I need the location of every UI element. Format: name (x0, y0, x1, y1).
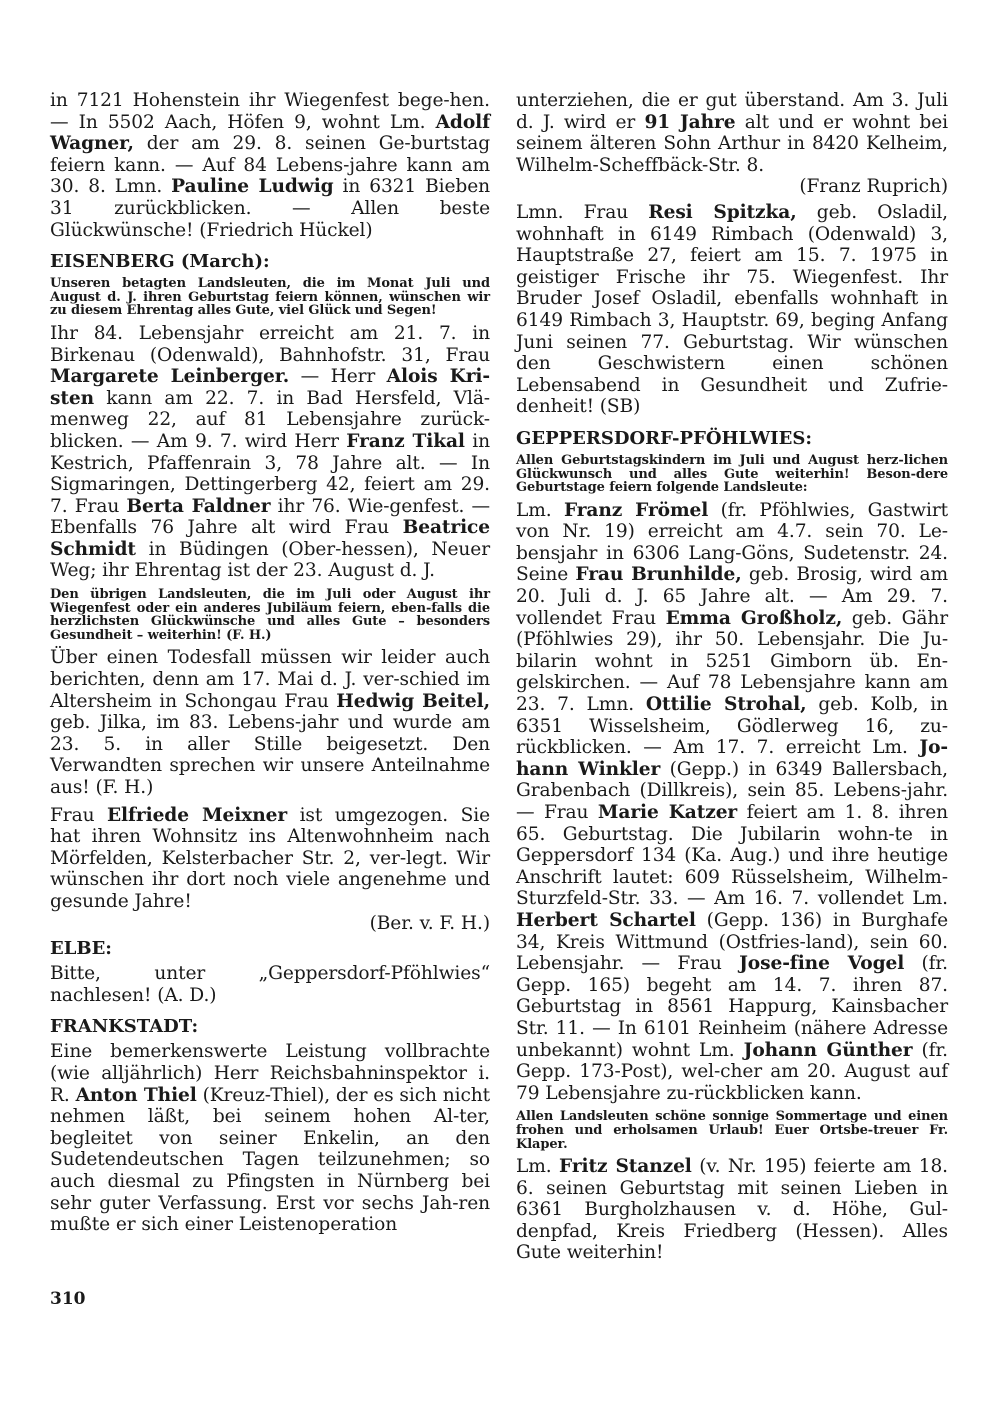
text-run: der am 29. 8. seinen Ge-burtstag feiern kann. — Auf 84 Lebens-jahre kann am 30. 8. Lmn. (50, 133, 490, 198)
bold-name: Marie Katzer (597, 802, 738, 823)
text-run: (v. Nr. 195) feierte am 18. 6. seinen Geburtstag mit seinen Lieben in 6361 Burgholzhausen v. d. Höhe, Gul-denpfad, Kreis Friedberg (Hessen). Alles Gute weiterhin! (516, 1156, 948, 1264)
bold-name: Franz Tikal (346, 430, 465, 452)
bold-name: Fritz Stanzel (559, 1156, 692, 1178)
text-run: alt und er wohnt bei seinem älteren Sohn Arthur in 8420 Kelheim, Wilhelm-Scheffbäck-Str. 8. (516, 111, 948, 176)
text-run: in Büdingen (Ober-hessen), Neuer Weg; ihr Ehrentag ist der 23. August d. J. (50, 538, 490, 582)
page-number: 310 (50, 1289, 86, 1309)
paragraph (516, 202, 948, 418)
text-run: ihr 76. Wie-genfest. — Ebenfalls 76 Jahre alt wird Frau (50, 495, 491, 539)
text-run: geb. Brosig, wird am 20. Juli d. J. 65 Jahre alt. — Am 29. 7. vollendet Frau (516, 564, 948, 629)
text-run: Lm. (516, 1156, 560, 1178)
text-run: in 6321 Bieben 31 zurückblicken. — Allen beste Glückwünsche! (Friedrich Hückel) (50, 176, 490, 241)
bold-name: Herbert Schartel (516, 909, 696, 931)
text-run: (Kreuz-Thiel), der es sich nicht nehmen läßt, bei seinem hohen Al-ter, begleitet von seiner Enkelin, an den Sudetendeutschen Tagen teilzunehmen; so auch diesmal zu Pfingsten in Nürnberg bei sehr guter Verfassung. Erst vor sechs Jah-ren mußte er sich einer Leistenoperation (50, 1084, 490, 1236)
text-run: Eine bemerkenswerte Leistung vollbrachte (wie alljährlich) Herr Reichsbahninspektor i. R. (50, 1041, 490, 1106)
text-run: Über einen Todesfall müssen wir leider auch berichten, denn am 17. Mai d. J. ver-schied im Altersheim in Schongau Frau (50, 647, 490, 712)
text-run: Bitte, unter „Geppersdorf-Pföhlwies“ nachlesen! (A. D.) (50, 963, 490, 1006)
bold-name: Jo-hann Winkler (516, 737, 948, 780)
section-heading-geppersdorf: GEPPERSDORF-PFÖHLWIES: (516, 427, 812, 449)
bold-name: Adolf Wagner, (50, 111, 490, 155)
paragraph (50, 963, 490, 1006)
section-heading-frankstadt: FRANKSTADT: (50, 1016, 199, 1038)
text-run: Frau (50, 804, 107, 826)
paragraph (50, 90, 490, 241)
section-heading-eisenberg: EISENBERG (March): (50, 251, 270, 273)
bold-name: Jose-fine Vogel (739, 953, 905, 975)
paragraph (516, 500, 948, 1105)
left-column (50, 90, 490, 1242)
signature: (Franz Ruprich) (799, 176, 948, 198)
text-run: kann am 22. 7. in Bad Hersfeld, Vlä-menweg 22, auf 81 Lebensjahre zurück-blicken. — Am 9. 7. wird Herr (50, 387, 490, 452)
bold-name: Resi Spitzka, (648, 201, 797, 223)
text-run: geb. Osladil, wohnhaft in 6149 Rimbach (Odenwald) 3, Hauptstraße 27, feiert am 15. 7. 1975 in geistiger Frische ihr 75. Wiegenfest. Ihr Bruder Josef Osladil, ebenfalls wohnhaft in 6149 Rimbach 3, Hauptstr. 69, beging Anfang Juni seinen 77. Geburtstag. Wir wünschen den Geschwistern einen schönen Lebensabend in Gesundheit und Zufrie-denheit! (SB) (516, 201, 948, 418)
section-intro: Allen Geburtstagskindern im Juli und August herz-lichen Glückwunsch und alles Gute weiterhin! Beson-dere Geburtstage feiern folgende Landsleute: (516, 452, 948, 496)
section-heading-elbe: ELBE: (50, 938, 112, 960)
text-run: geb. Jilka, im 83. Lebens-jahr und wurde am 23. 5. in aller Stille beigesetzt. Den Verwandten sprechen wir unsere Anteilnahme aus! (F. H.) (50, 712, 490, 798)
bold-name: Alois Kri-sten (50, 366, 490, 409)
text-run: (Gepp.) in 6349 Ballersbach, Grabenbach (Dillkreis), sein 85. Lebens-jahr. — Frau (516, 758, 948, 823)
text-run: (fr. Gepp. 173-Post), wel-cher am 20. August auf 79 Lebensjahre zu-rückblicken kann. (516, 1039, 948, 1104)
text-run: geb. Kolb, in 6351 Wisselsheim, Gödlerweg 16, zu-rückblicken. — Am 17. 7. erreicht Lm. (516, 694, 948, 759)
paragraph (516, 1156, 948, 1264)
text-run: Ihr 84. Lebensjahr erreicht am 21. 7. in Birkenau (Odenwald), Bahnhofstr. 31, Frau (50, 322, 490, 366)
paragraph (50, 323, 490, 582)
text-run: geb. Gähr (Pföhlwies 29), ihr 50. Lebensjahr. Die Ju-bilarin wohnt in 5251 Gimborn üb. En-gelskirchen. — Auf 78 Lebensjahre kann am 23. 7. Lmn. (516, 607, 948, 716)
text-run: ist umgezogen. Sie hat ihren Wohnsitz ins Altenwohnheim nach Mörfelden, Kelsterbacher Str. 2, ver-legt. Wir wünschen ihr dort noch viele angenehme und gesunde Jahre! (50, 804, 490, 912)
bold-name: 91 Jahre (644, 111, 736, 133)
bold-name: Anton Thiel (75, 1084, 197, 1106)
section-intro: Unseren betagten Landsleuten, die im Monat Juli und August d. J. ihren Geburtstag feiern können, wünschen wir zu diesem Ehrentag alles Gute, viel Glück und Segen! (50, 276, 490, 319)
bold-name: Margarete Leinberger. (50, 366, 290, 388)
text-run: in 7121 Hohenstein ihr Wiegenfest bege-hen. — In 5502 Aach, Höfen 9, wohnt Lm. (50, 90, 490, 133)
right-column (516, 90, 948, 1270)
signature: (Ber. v. F. H.) (369, 912, 490, 934)
bold-name: Hedwig Beitel, (336, 690, 490, 712)
paragraph (50, 1041, 490, 1235)
text-run: (fr. Gepp. 165) begeht am 14. 7. ihren 87. Geburtstag in 8561 Happurg, Kainsbacher Str. 11. — In 6101 Reinheim (nähere Adresse unbekannt) wohnt Lm. (516, 953, 948, 1061)
bold-name: Franz Frömel (563, 499, 709, 521)
bold-name: Elfriede Meixner (106, 804, 288, 826)
bold-name: Beatrice Schmidt (50, 517, 490, 560)
text-run: Lmn. Frau (516, 201, 649, 223)
paragraph (50, 805, 490, 913)
section-note: Allen Landsleuten schöne sonnige Sommertage und einen frohen und erholsamen Urlaub! Euer Ortsbe-treuer Fr. Klaper. (516, 1109, 948, 1152)
text-run: — Herr (289, 366, 387, 388)
text-run: feiert am 1. 8. ihren 65. Geburtstag. Die Jubilarin wohn-te in Geppersdorf 134 (Ka. Aug.) und ihre heutige Anschrift lautet: 609 Rüsselsheim, Wilhelm-Sturzfeld-Str. 33. — Am 16. 7. vollendet Lm. (516, 802, 948, 910)
bold-name: Johann Günther (743, 1039, 913, 1061)
text-run: (fr. Pföhlwies, Gastwirt von Nr. 19) erreicht am 4.7. sein 70. Le-bensjahr in 6306 Lang-Göns, Sudetenstr. 24. Seine (516, 499, 948, 586)
text-run: unterziehen, die er gut überstand. Am 3. Juli d. J. wird er (516, 90, 948, 133)
bold-name: Emma Großholz, (665, 607, 843, 629)
paragraph (516, 90, 948, 176)
bold-name: Pauline Ludwig (171, 176, 334, 198)
paragraph (50, 647, 490, 798)
text-run: (Gepp. 136) in Burghafe 34, Kreis Wittmund (Ostfries-land), sein 60. Lebensjahr. — Frau (516, 909, 948, 975)
text-run: in Kestrich, Pfaffenrain 3, 78 Jahre alt. — In Sigmaringen, Dettingerberg 42, feiert am 29. 7. Frau (50, 430, 490, 517)
text-run: Lm. (516, 499, 564, 521)
bold-name: Ottilie Strohal, (645, 694, 807, 716)
section-note: Den übrigen Landsleuten, die im Juli oder August ihr Wiegenfest oder ein anderes Jubiläum feiern, eben-falls die herzlichsten Glückwünsche und alles Gute – besonders Gesundheit – weiterhin! (F. H.) (50, 587, 490, 643)
bold-name: Frau Brunhilde, (575, 564, 742, 586)
bold-name: Berta Faldner (126, 495, 271, 517)
